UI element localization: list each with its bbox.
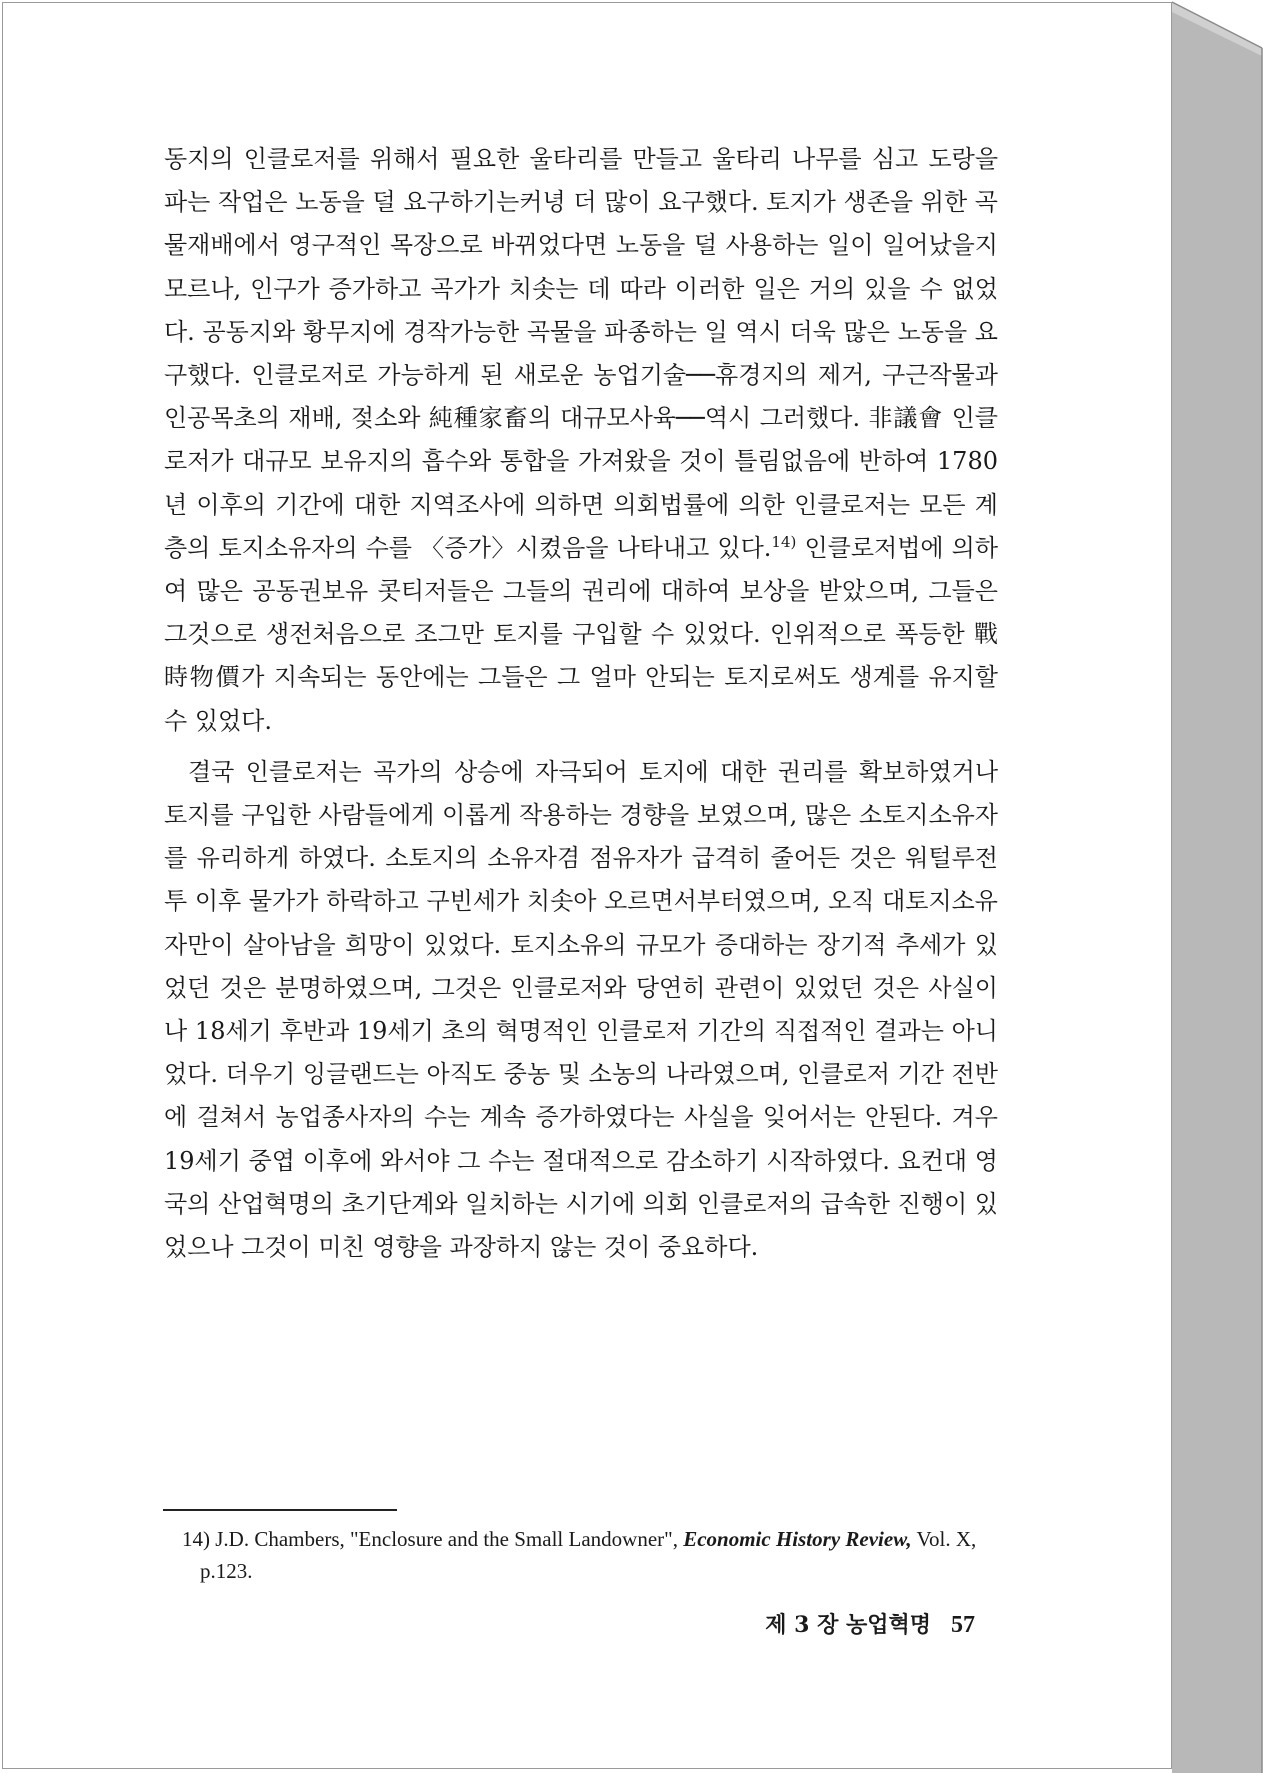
running-footer	[765, 1608, 975, 1639]
footnote	[182, 1523, 1016, 1587]
footnote-reference[interactable]: 14)	[771, 532, 797, 551]
page-number: 57	[951, 1612, 975, 1638]
paragraph-1-continued: 인클로저법에 의하여 많은 공동권보유 콧티저들은 그들의 권리에 대하여 보상을 받았으며, 그들은 그것으로 생전처음으로 조그만 토지를 구입할 수 있었다. 인위적으로 폭등한 戰時物價가 지속되는 동안에는 그들은 그 얼마 안되는 토지로써도 생계를 유지할 수 있었다.	[164, 533, 999, 735]
body-text	[164, 138, 998, 1269]
footnote-volume-page: Vol. X, p.123.	[200, 1527, 977, 1583]
footnote-citation: J.D. Chambers, "Enclosure and the Small Landowner",	[215, 1527, 684, 1551]
footnote-divider	[163, 1509, 397, 1511]
footnote-journal-title: Economic History Review,	[683, 1527, 912, 1551]
chapter-title: 제 3 장 농업혁명	[765, 1612, 931, 1638]
paragraph-1	[164, 138, 998, 743]
footnote-label: 14)	[182, 1527, 210, 1551]
paragraph-1-text: 동지의 인클로저를 위해서 필요한 울타리를 만들고 울타리 나무를 심고 도랑을 파는 작업은 노동을 덜 요구하기는커녕 더 많이 요구했다. 토지가 생존을 위한 곡물재배에서 영구적인 목장으로 바뀌었다면 노동을 덜 사용하는 일이 일어났을지 모르나, 인구가 증가하고 곡가가 치솟는 데 따라 이러한 일은 거의 있을 수 없었다. 공동지와 황무지에 경작가능한 곡물을 파종하는 일 역시 더욱 많은 노동을 요구했다. 인클로저로 가능하게 된 새로운 농업기술──휴경지의 제거, 구근작물과 인공목초의 재배, 젖소와 純種家畜의 대규모사육──역시 그러했다. 非議會 인클로저가 대규모 보유지의 흡수와 통합을 가져왔을 것이 틀림없음에 반하여 1780년 이후의 기간에 대한 지역조사에 의하면 의회법률에 의한 인클로저는 모든 계층의 토지소유자의 수를 〈증가〉시켰음을 나타내고 있다.	[164, 145, 998, 562]
paragraph-2: 결국 인클로저는 곡가의 상승에 자극되어 토지에 대한 권리를 확보하였거나 토지를 구입한 사람들에게 이롭게 작용하는 경향을 보였으며, 많은 소토지소유자를 유리하게 하였다. 소토지의 소유자겸 점유자가 급격히 줄어든 것은 워털루전투 이후 물가가 하락하고 구빈세가 치솟아 오르면서부터였으며, 오직 대토지소유자만이 살아남을 희망이 있었다. 토지소유의 규모가 증대하는 장기적 추세가 있었던 것은 분명하였으며, 그것은 인클로저와 당연히 관련이 있었던 것은 사실이나 18세기 후반과 19세기 초의 혁명적인 인클로저 기간의 직접적인 결과는 아니었다. 더우기 잉글랜드는 아직도 중농 및 소농의 나라였으며, 인클로저 기간 전반에 걸쳐서 농업종사자의 수는 계속 증가하였다는 사실을 잊어서는 안된다. 겨우 19세기 중엽 이후에 와서야 그 수는 절대적으로 감소하기 시작하였다. 요컨대 영국의 산업혁명의 초기단계와 일치하는 시기에 의회 인클로저의 급속한 진행이 있었으나 그것이 미친 영향을 과장하지 않는 것이 중요하다.	[164, 757, 998, 1262]
